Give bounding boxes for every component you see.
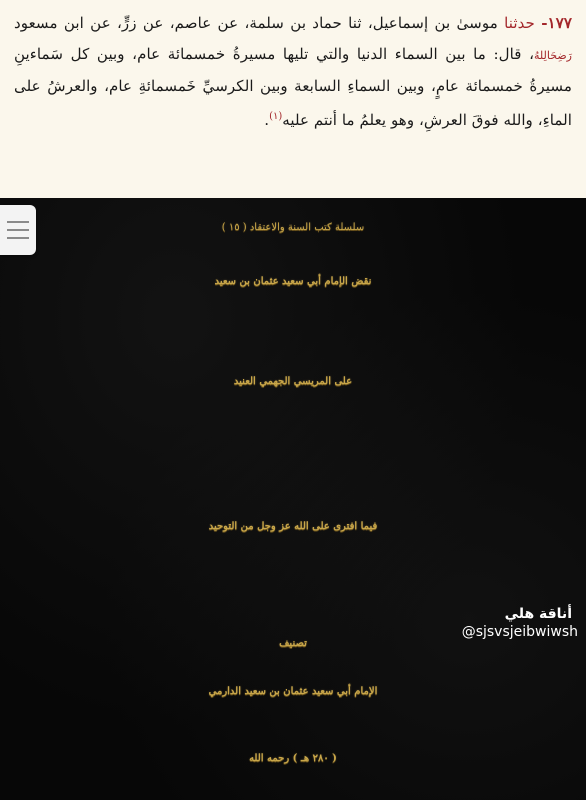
menu-icon-bar <box>7 221 29 223</box>
footnote-marker: (١) <box>269 110 283 122</box>
hadith-lead-word: حدثنا <box>504 14 535 32</box>
book-subtitle: فيما افترى على الله عز وجل من التوحيد <box>208 521 378 532</box>
watermark-handle: @sjsvsjeibwiwsh <box>461 624 578 640</box>
compiled-by-label: تصنيف <box>279 638 307 649</box>
hadith-end-mark: . <box>264 110 270 129</box>
series-title: سلسلة كتب السنة والاعتقاد ( ١٥ ) <box>221 222 365 233</box>
book-cover <box>0 198 586 800</box>
book-title-line-2: على المريسي الجهمي العنيد <box>233 376 353 387</box>
hadith-text-part-1: موسىٰ بن إسماعيل، ثنا حماد بن سلمة، عن عاصم، عن زرٍّ، عن ابن مسعود <box>14 14 505 32</box>
menu-icon[interactable] <box>0 205 36 255</box>
honorific-glyph: رَضِحَالِلهُ <box>534 48 572 62</box>
menu-icon-bar <box>7 237 29 239</box>
watermark-name: أناقة هلي <box>504 606 572 622</box>
hadith-excerpt <box>0 0 586 198</box>
hadith-text-part-2: ، قال: ما بين السماء الدنيا والتي تليها مسيرةُ خمسمائة عام، وبين كل سَماءينِ مسيرةُ خمسمائة عامٍ، وبين السماءِ السابعة وبين الكرسيِّ خَمسمائةِ عام، والعرشُ على الماءِ، والله فوقَ العرشِ، وهو يعلمُ ما أنتم عليه <box>14 44 572 129</box>
menu-icon-bar <box>7 229 29 231</box>
book-title-line-1: نقض الإمام أبي سعيد عثمان بن سعيد <box>214 276 372 287</box>
author-name: الإمام أبي سعيد عثمان بن سعيد الدارمي <box>208 686 378 697</box>
author-death-date: ( ٢٨٠ هـ ) رحمه الله <box>249 753 337 764</box>
hadith-number: ١٧٧- <box>541 14 573 32</box>
